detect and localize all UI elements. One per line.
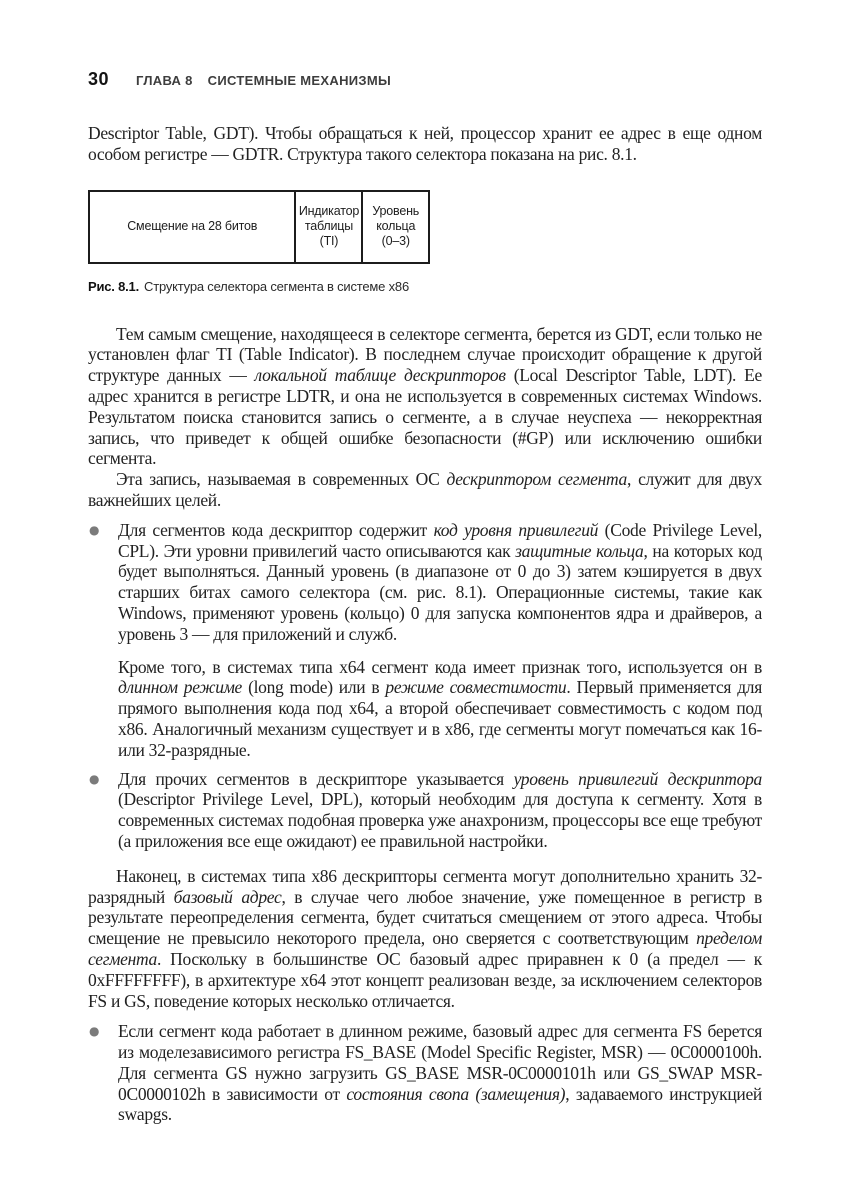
figure-8-1 [88, 190, 762, 294]
paragraph-gdt-lookup: Тем самым смещение, находящееся в селекторе сегмента, берется из GDT, если только не установлен флаг TI (Table Indicator). В последнем случае происходит обращение к другой структуре данных — локальной таблице дескрипторов (Local Descriptor Table, LDT). Ее адрес хранится в регистре LDTR, и она не используется в современных системах Windows. Результатом поиска становится запись о сегменте, а в случае неуспеха — некорректная запись, что приведет к общей ошибке безопасности (#GP) или исключению ошибки сегмента. [88, 323, 762, 469]
bullet-list-fs-gs [88, 1021, 762, 1125]
paragraph-descriptor-purpose: Эта запись, называемая в современных ОС дескриптором сегмента, служит для двух важнейших целей. [88, 469, 763, 510]
figure-caption-label: Рис. 8.1. [88, 278, 139, 294]
diagram-cell-ring-level: Уровень кольца (0–3) [361, 192, 428, 262]
page-number: 30 [88, 69, 110, 89]
figure-caption-text: Структура селектора сегмента в системе x86 [144, 278, 409, 294]
figure-caption [88, 279, 762, 294]
bullet-fs-base-text: Если сегмент кода работает в длинном режиме, базовый адрес для сегмента FS берется из моделезависимого регистра FS_BASE (Model Specific Register, MSR) — 0C0000100h. Для сегмента GS нужно загрузить GS_BASE MSR-0C0000101h или GS_SWAP MSR-0C0000102h в зависимости от состояния свопа (замещения), задаваемого инструкцией swapgs. [118, 1021, 762, 1125]
running-head [88, 69, 762, 90]
paragraph-base-address: Наконец, в системах типа x86 дескрипторы сегмента могут дополнительно хранить 32-разрядный базовый адрес, в случае чего любое значение, уже помещенное в регистр в результате переопределения сегмента, будет считаться смещением от этого адреса. Чтобы смещение не превысило некоторого предела, оно сверяется с соответствующим пределом сегмента. Поскольку в большинстве ОС базовый адрес приравнен к 0 (а предел — к 0xFFFFFFFF), в архитектуре x64 этот концепт реализован везде, за исключением селекторов FS и GS, поведение которых несколько отличается. [88, 865, 762, 1011]
bullet-long-mode-text: Кроме того, в системах типа x64 сегмент кода имеет признак того, используется он в длинном режиме (long mode) или в режиме совместимости. Первый применяется для прямого выполнения кода под x64, а второй обеспечивает совместимость с кодом под x86. Аналогичный механизм существует и в x86, где сегменты могут помечаться как 16- или 32-разрядные. [118, 656, 762, 760]
list-item [88, 520, 762, 761]
paragraph-intro: Descriptor Table, GDT). Чтобы обращаться к ней, процессор хранит ее адрес в еще одном особом регистре — GDTR. Структура такого селектора показана на рис. 8.1. [88, 123, 762, 164]
bullet-icon: ● [89, 522, 100, 537]
chapter-label: ГЛАВА 8 [136, 73, 193, 88]
bullet-list-descriptor-purposes [88, 520, 762, 852]
bullet-icon: ● [89, 1024, 100, 1039]
bullet-dpl-text: Для прочих сегментов в дескрипторе указывается уровень привилегий дескриптора (Descriptor Privilege Level, DPL), который необходим для доступа к сегменту. Хотя в современных системах подобная проверка уже анахронизм, процессоры все еще требуют (а приложения все еще ожидают) ее правильной настройки. [118, 768, 762, 851]
chapter-title: СИСТЕМНЫЕ МЕХАНИЗМЫ [207, 73, 391, 88]
diagram-cell-offset: Смещение на 28 битов [127, 219, 258, 234]
bullet-icon: ● [89, 771, 100, 786]
bullet-cpl-text: Для сегментов кода дескриптор содержит код уровня привилегий (Code Privilege Level, CPL). Эти уровни привилегий часто описываются как защитные кольца, на которых код будет выполняться. Данный уровень (в диапазоне от 0 до 3) затем кэшируется в двух старших битах самого селектора (см. рис. 8.1). Операционные системы, такие как Windows, применяют уровень (кольцо) 0 для запуска компонентов ядра и драйверов, а уровень 3 — для приложений и служб. [118, 519, 762, 644]
segment-selector-diagram [88, 190, 430, 264]
list-item [88, 769, 762, 852]
list-item [88, 1021, 762, 1125]
diagram-cell-table-indicator: Индикатор таблицы (TI) [294, 192, 361, 262]
